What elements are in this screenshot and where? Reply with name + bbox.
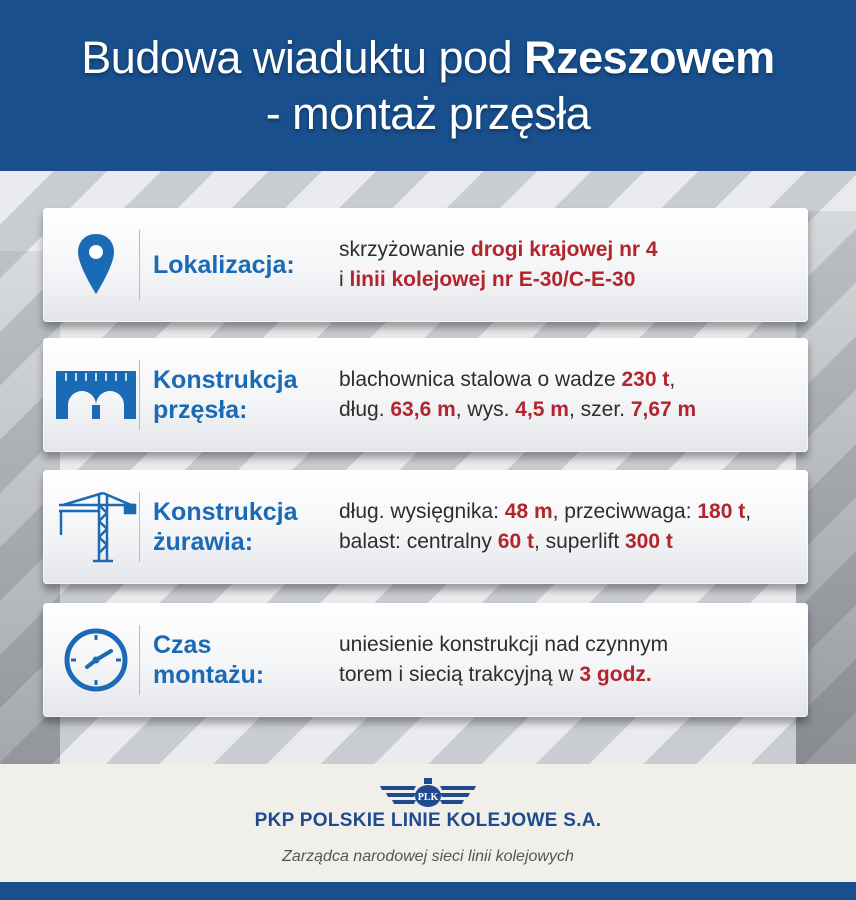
desc-line-1 [339, 630, 809, 660]
desc-text: uniesienie konstrukcji nad czynnym [339, 633, 669, 656]
desc-text: , szer. [568, 398, 631, 421]
header-banner [0, 0, 856, 171]
desc-highlight: 63,6 m [390, 398, 456, 421]
company-tagline: Zarządca narodowej sieci linii kolejowych [282, 848, 574, 865]
desc-text: , wys. [455, 398, 516, 421]
desc-line-2 [339, 395, 809, 425]
card-label [153, 603, 331, 717]
desc-line-1 [339, 365, 809, 395]
card-label-line-2: montażu: [153, 661, 265, 689]
desc-text: dług. wysięgnika: [339, 500, 505, 523]
desc-text: , [745, 500, 752, 523]
desc-line-1 [339, 497, 809, 527]
card-divider [139, 492, 140, 562]
desc-text: , [669, 368, 676, 391]
plk-logo [378, 778, 478, 812]
title-bold-word: Rzeszowem [524, 31, 775, 83]
desc-text: , przeciwwaga: [552, 500, 698, 523]
desc-highlight: 3 godz. [579, 663, 652, 686]
card-description [339, 208, 809, 322]
card-label-line-1: Lokalizacja: [153, 251, 295, 279]
desc-highlight: drogi krajowej nr 4 [470, 238, 658, 261]
desc-highlight: 4,5 m [515, 398, 569, 421]
desc-highlight: linii kolejowej nr E-30/C-E-30 [349, 268, 636, 291]
desc-highlight: 7,67 m [630, 398, 697, 421]
desc-line-2 [339, 527, 809, 557]
desc-text: skrzyżowanie [339, 238, 471, 261]
logo-text: PLK [417, 792, 439, 803]
card-label-line-1: Konstrukcja [153, 366, 298, 394]
info-card-location [43, 208, 808, 322]
desc-text: balast: centralny [339, 530, 498, 553]
bottom-bar [0, 882, 856, 900]
card-description [339, 470, 809, 584]
desc-highlight: 60 t [497, 530, 534, 553]
desc-line-2 [339, 660, 809, 690]
card-divider [139, 230, 140, 300]
card-description [339, 603, 809, 717]
company-name: PKP POLSKIE LINIE KOLEJOWE S.A. [254, 810, 602, 831]
card-label-line-2: żurawia: [153, 528, 254, 556]
card-label [153, 338, 331, 452]
page-title-line-1 [81, 30, 774, 86]
bridge-span-icon [53, 352, 139, 438]
card-label [153, 470, 331, 584]
desc-highlight: 230 t [621, 368, 670, 391]
info-card-crane [43, 470, 808, 584]
desc-line-1 [339, 235, 809, 265]
info-card-span [43, 338, 808, 452]
page-title-line-2: - montaż przęsła [265, 87, 591, 139]
desc-text: blachownica stalowa o wadze [339, 368, 622, 391]
desc-text: , superlift [533, 530, 625, 553]
clock-icon [53, 617, 139, 703]
card-label-line-1: Konstrukcja [153, 498, 298, 526]
location-pin-icon [53, 222, 139, 308]
info-card-time [43, 603, 808, 717]
crane-icon [53, 484, 139, 570]
card-divider [139, 625, 140, 695]
card-description [339, 338, 809, 452]
card-label-line-1: Czas [153, 631, 212, 659]
desc-text: dług. [339, 398, 391, 421]
card-label [153, 208, 331, 322]
footer [0, 764, 856, 882]
card-label-line-2: przęsła: [153, 396, 248, 424]
desc-text: torem i siecią trakcyjną w [339, 663, 580, 686]
desc-highlight: 48 m [504, 500, 553, 523]
desc-line-2 [339, 265, 809, 295]
desc-highlight: 180 t [697, 500, 746, 523]
card-divider [139, 360, 140, 430]
desc-highlight: 300 t [625, 530, 673, 553]
title-part-1: Budowa wiaduktu pod [81, 31, 525, 83]
desc-text: i [339, 268, 350, 291]
